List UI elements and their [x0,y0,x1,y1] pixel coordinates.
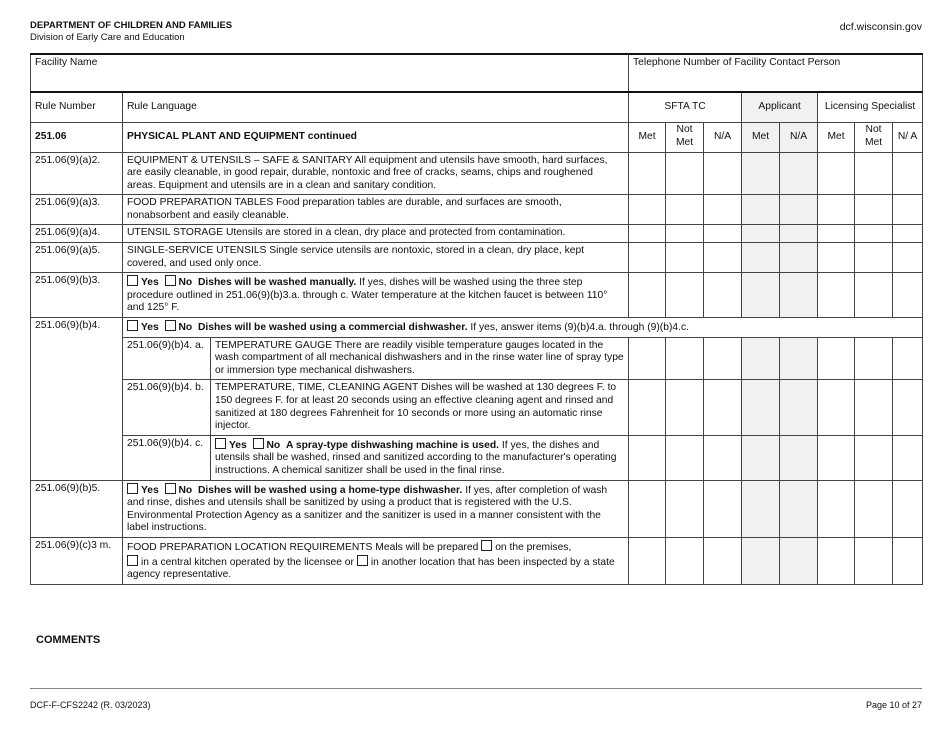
rule-language: Yes No Dishes will be washed using a home-type dishwasher. If yes, after completion of wash and rinse, dishes and utensils shall be sanitized by using a product that is registered with the U.S. Environmental Protection Agency as a sanitizer and the sanitizer is used in a manner consistent with the label instructions. [123,480,629,537]
check-cell[interactable] [704,243,742,273]
sub-header-na: N/A [780,122,818,152]
department-name: DEPARTMENT OF CHILDREN AND FAMILIES [30,20,233,31]
check-cell[interactable] [629,537,666,584]
form-id: DCF-F-CFS2242 (R. 03/2023) [30,700,151,710]
rule-number: 251.06(9)(b)4. [31,318,123,481]
check-cell[interactable] [855,273,893,318]
check-cell[interactable] [780,273,818,318]
check-cell[interactable] [780,225,818,243]
yes-checkbox[interactable] [127,320,138,331]
check-cell[interactable] [742,337,780,380]
check-cell[interactable] [855,380,893,435]
col-header-licensing: Licensing Specialist [818,92,923,122]
check-cell[interactable] [818,480,855,537]
check-cell[interactable] [855,480,893,537]
sub-header-na: N/ A [893,122,923,152]
check-cell[interactable] [780,537,818,584]
check-cell[interactable] [666,225,704,243]
rule-number: 251.06(9)(b)5. [31,480,123,537]
checklist-table [30,53,923,585]
premises-checkbox[interactable] [481,540,492,551]
check-cell[interactable] [818,152,855,195]
table-row [31,480,923,537]
telephone-field[interactable]: Telephone Number of Facility Contact Person [629,54,923,92]
check-cell[interactable] [893,152,923,195]
sub-header-met: Met [742,122,780,152]
comments-label: COMMENTS [36,634,101,646]
check-cell[interactable] [855,537,893,584]
check-cell[interactable] [666,243,704,273]
table-row [31,435,923,480]
sub-header-na: N/A [704,122,742,152]
sub-header-not-met: Not Met [855,122,893,152]
check-cell[interactable] [855,195,893,225]
check-cell[interactable] [742,243,780,273]
check-cell[interactable] [629,480,666,537]
col-header-sftatc: SFTA TC [629,92,742,122]
check-cell[interactable] [704,225,742,243]
no-checkbox[interactable] [165,320,176,331]
check-cell[interactable] [666,537,704,584]
check-cell[interactable] [855,152,893,195]
division-name: Division of Early Care and Education [30,32,185,43]
check-cell[interactable] [629,273,666,318]
check-cell[interactable] [666,152,704,195]
website-link[interactable]: dcf.wisconsin.gov [839,21,922,33]
rule-language: EQUIPMENT & UTENSILS – SAFE & SANITARY All equipment and utensils have smooth, hard surfaces, are easily cleanable, in good repair, durable, nontoxic and free of cracks, seams, chips and roughened areas. Equipment and utensils are in a clean and sanitary condition. [123,152,629,195]
check-cell[interactable] [742,273,780,318]
check-cell[interactable] [666,337,704,380]
check-cell[interactable] [893,380,923,435]
check-cell[interactable] [704,152,742,195]
check-cell[interactable] [742,380,780,435]
check-cell[interactable] [855,435,893,480]
rule-number: 251.06(9)(a)4. [31,225,123,243]
check-cell[interactable] [742,225,780,243]
check-cell[interactable] [666,195,704,225]
check-cell[interactable] [893,337,923,380]
table-row [31,225,923,243]
check-cell[interactable] [629,337,666,380]
check-cell[interactable] [780,435,818,480]
rule-language: Yes No Dishes will be washed manually. If yes, dishes will be washed using the three step procedure outlined in 251.06(9)(b)3.a. through c. Water temperature at the kitchen faucet is between 110° and 125° F. [123,273,629,318]
footer-divider [30,688,922,689]
check-cell[interactable] [666,480,704,537]
yes-checkbox[interactable] [127,275,138,286]
yes-checkbox[interactable] [215,438,226,449]
check-cell[interactable] [704,435,742,480]
rule-language: TEMPERATURE GAUGE There are readily visible temperature gauges located in the wash compartment of all mechanical dishwashers and in the rinse water line of spray type or immersion type mechanical dishwashers. [211,337,629,380]
check-cell[interactable] [893,225,923,243]
table-row [31,318,923,338]
sub-rule-number: 251.06(9)(b)4. a. [123,337,211,380]
rule-number: 251.06(9)(a)2. [31,152,123,195]
check-cell[interactable] [818,380,855,435]
check-cell[interactable] [742,480,780,537]
check-cell[interactable] [629,435,666,480]
table-row [31,337,923,380]
check-cell[interactable] [704,380,742,435]
section-title: PHYSICAL PLANT AND EQUIPMENT continued [123,122,629,152]
table-row [31,243,923,273]
no-checkbox[interactable] [165,483,176,494]
check-cell[interactable] [780,480,818,537]
check-cell[interactable] [742,435,780,480]
table-row [31,152,923,195]
no-checkbox[interactable] [165,275,176,286]
table-row [31,195,923,225]
rule-number: 251.06(9)(a)3. [31,195,123,225]
check-cell[interactable] [742,537,780,584]
check-cell[interactable] [855,225,893,243]
rule-language: SINGLE-SERVICE UTENSILS Single service utensils are nontoxic, stored in a clean, dry place, kept covered, and used only once. [123,243,629,273]
check-cell[interactable] [629,243,666,273]
yes-checkbox[interactable] [127,483,138,494]
sub-rule-number: 251.06(9)(b)4. b. [123,380,211,435]
section-number: 251.06 [31,122,123,152]
col-header-rule-number: Rule Number [31,92,123,122]
check-cell[interactable] [893,435,923,480]
table-row [31,537,923,584]
check-cell[interactable] [742,152,780,195]
check-cell[interactable] [855,337,893,380]
check-cell[interactable] [818,337,855,380]
check-cell[interactable] [704,195,742,225]
check-cell[interactable] [893,195,923,225]
check-cell[interactable] [780,243,818,273]
rule-language: UTENSIL STORAGE Utensils are stored in a clean, dry place and protected from contamination. [123,225,629,243]
no-checkbox[interactable] [253,438,264,449]
sub-header-not-met: Not Met [666,122,704,152]
col-header-applicant: Applicant [742,92,818,122]
check-cell[interactable] [893,243,923,273]
check-cell[interactable] [704,337,742,380]
check-cell[interactable] [742,195,780,225]
page-number: Page 10 of 27 [865,700,922,710]
check-cell[interactable] [704,480,742,537]
check-cell[interactable] [818,243,855,273]
sub-header-met: Met [629,122,666,152]
rule-number: 251.06(9)(a)5. [31,243,123,273]
check-cell[interactable] [666,380,704,435]
check-cell[interactable] [780,337,818,380]
check-cell[interactable] [818,273,855,318]
check-cell[interactable] [629,195,666,225]
check-cell[interactable] [818,225,855,243]
check-cell[interactable] [855,243,893,273]
rule-number: 251.06(9)(b)3. [31,273,123,318]
check-cell[interactable] [893,480,923,537]
rule-language: FOOD PREPARATION LOCATION REQUIREMENTS Meals will be prepared on the premises, in a central kitchen operated by the licensee or in another location that has been inspected by a state agency representative. [123,537,629,584]
sub-header-met: Met [818,122,855,152]
check-cell[interactable] [780,380,818,435]
page-header [30,20,232,44]
check-cell[interactable] [629,152,666,195]
check-cell[interactable] [818,195,855,225]
rule-language: TEMPERATURE, TIME, CLEANING AGENT Dishes will be washed at 130 degrees F. to 150 degrees F. for at least 20 seconds using an effective cleaning agent and rinsed and sanitized at 180 degrees Fahrenheit for 10 seconds or more using an automatic rinse injector. [211,380,629,435]
other-location-checkbox[interactable] [357,555,368,566]
central-kitchen-checkbox[interactable] [127,555,138,566]
check-cell[interactable] [818,537,855,584]
check-cell[interactable] [629,380,666,435]
check-cell[interactable] [666,435,704,480]
sub-rule-number: 251.06(9)(b)4. c. [123,435,211,480]
rule-number: 251.06(9)(c)3 m. [31,537,123,584]
check-cell[interactable] [780,152,818,195]
rule-language: Yes No A spray-type dishwashing machine is used. If yes, the dishes and utensils shall be washed, rinsed and sanitized according to the manufacturer's operating instructions. A chemical sanitizer shall be used in the final rinse. [211,435,629,480]
table-row [31,273,923,318]
facility-name-field[interactable]: Facility Name [31,54,629,92]
check-cell[interactable] [893,537,923,584]
check-cell[interactable] [704,273,742,318]
table-row [31,380,923,435]
rule-language: FOOD PREPARATION TABLES Food preparation tables are durable, and surfaces are smooth, nonabsorbent and easily cleanable. [123,195,629,225]
check-cell[interactable] [666,273,704,318]
check-cell[interactable] [629,225,666,243]
check-cell[interactable] [704,537,742,584]
check-cell[interactable] [893,273,923,318]
check-cell[interactable] [780,195,818,225]
rule-language: Yes No Dishes will be washed using a commercial dishwasher. If yes, answer items (9)(b)4.a. through (9)(b)4.c. [123,318,923,338]
check-cell[interactable] [818,435,855,480]
col-header-rule-language: Rule Language [123,92,629,122]
